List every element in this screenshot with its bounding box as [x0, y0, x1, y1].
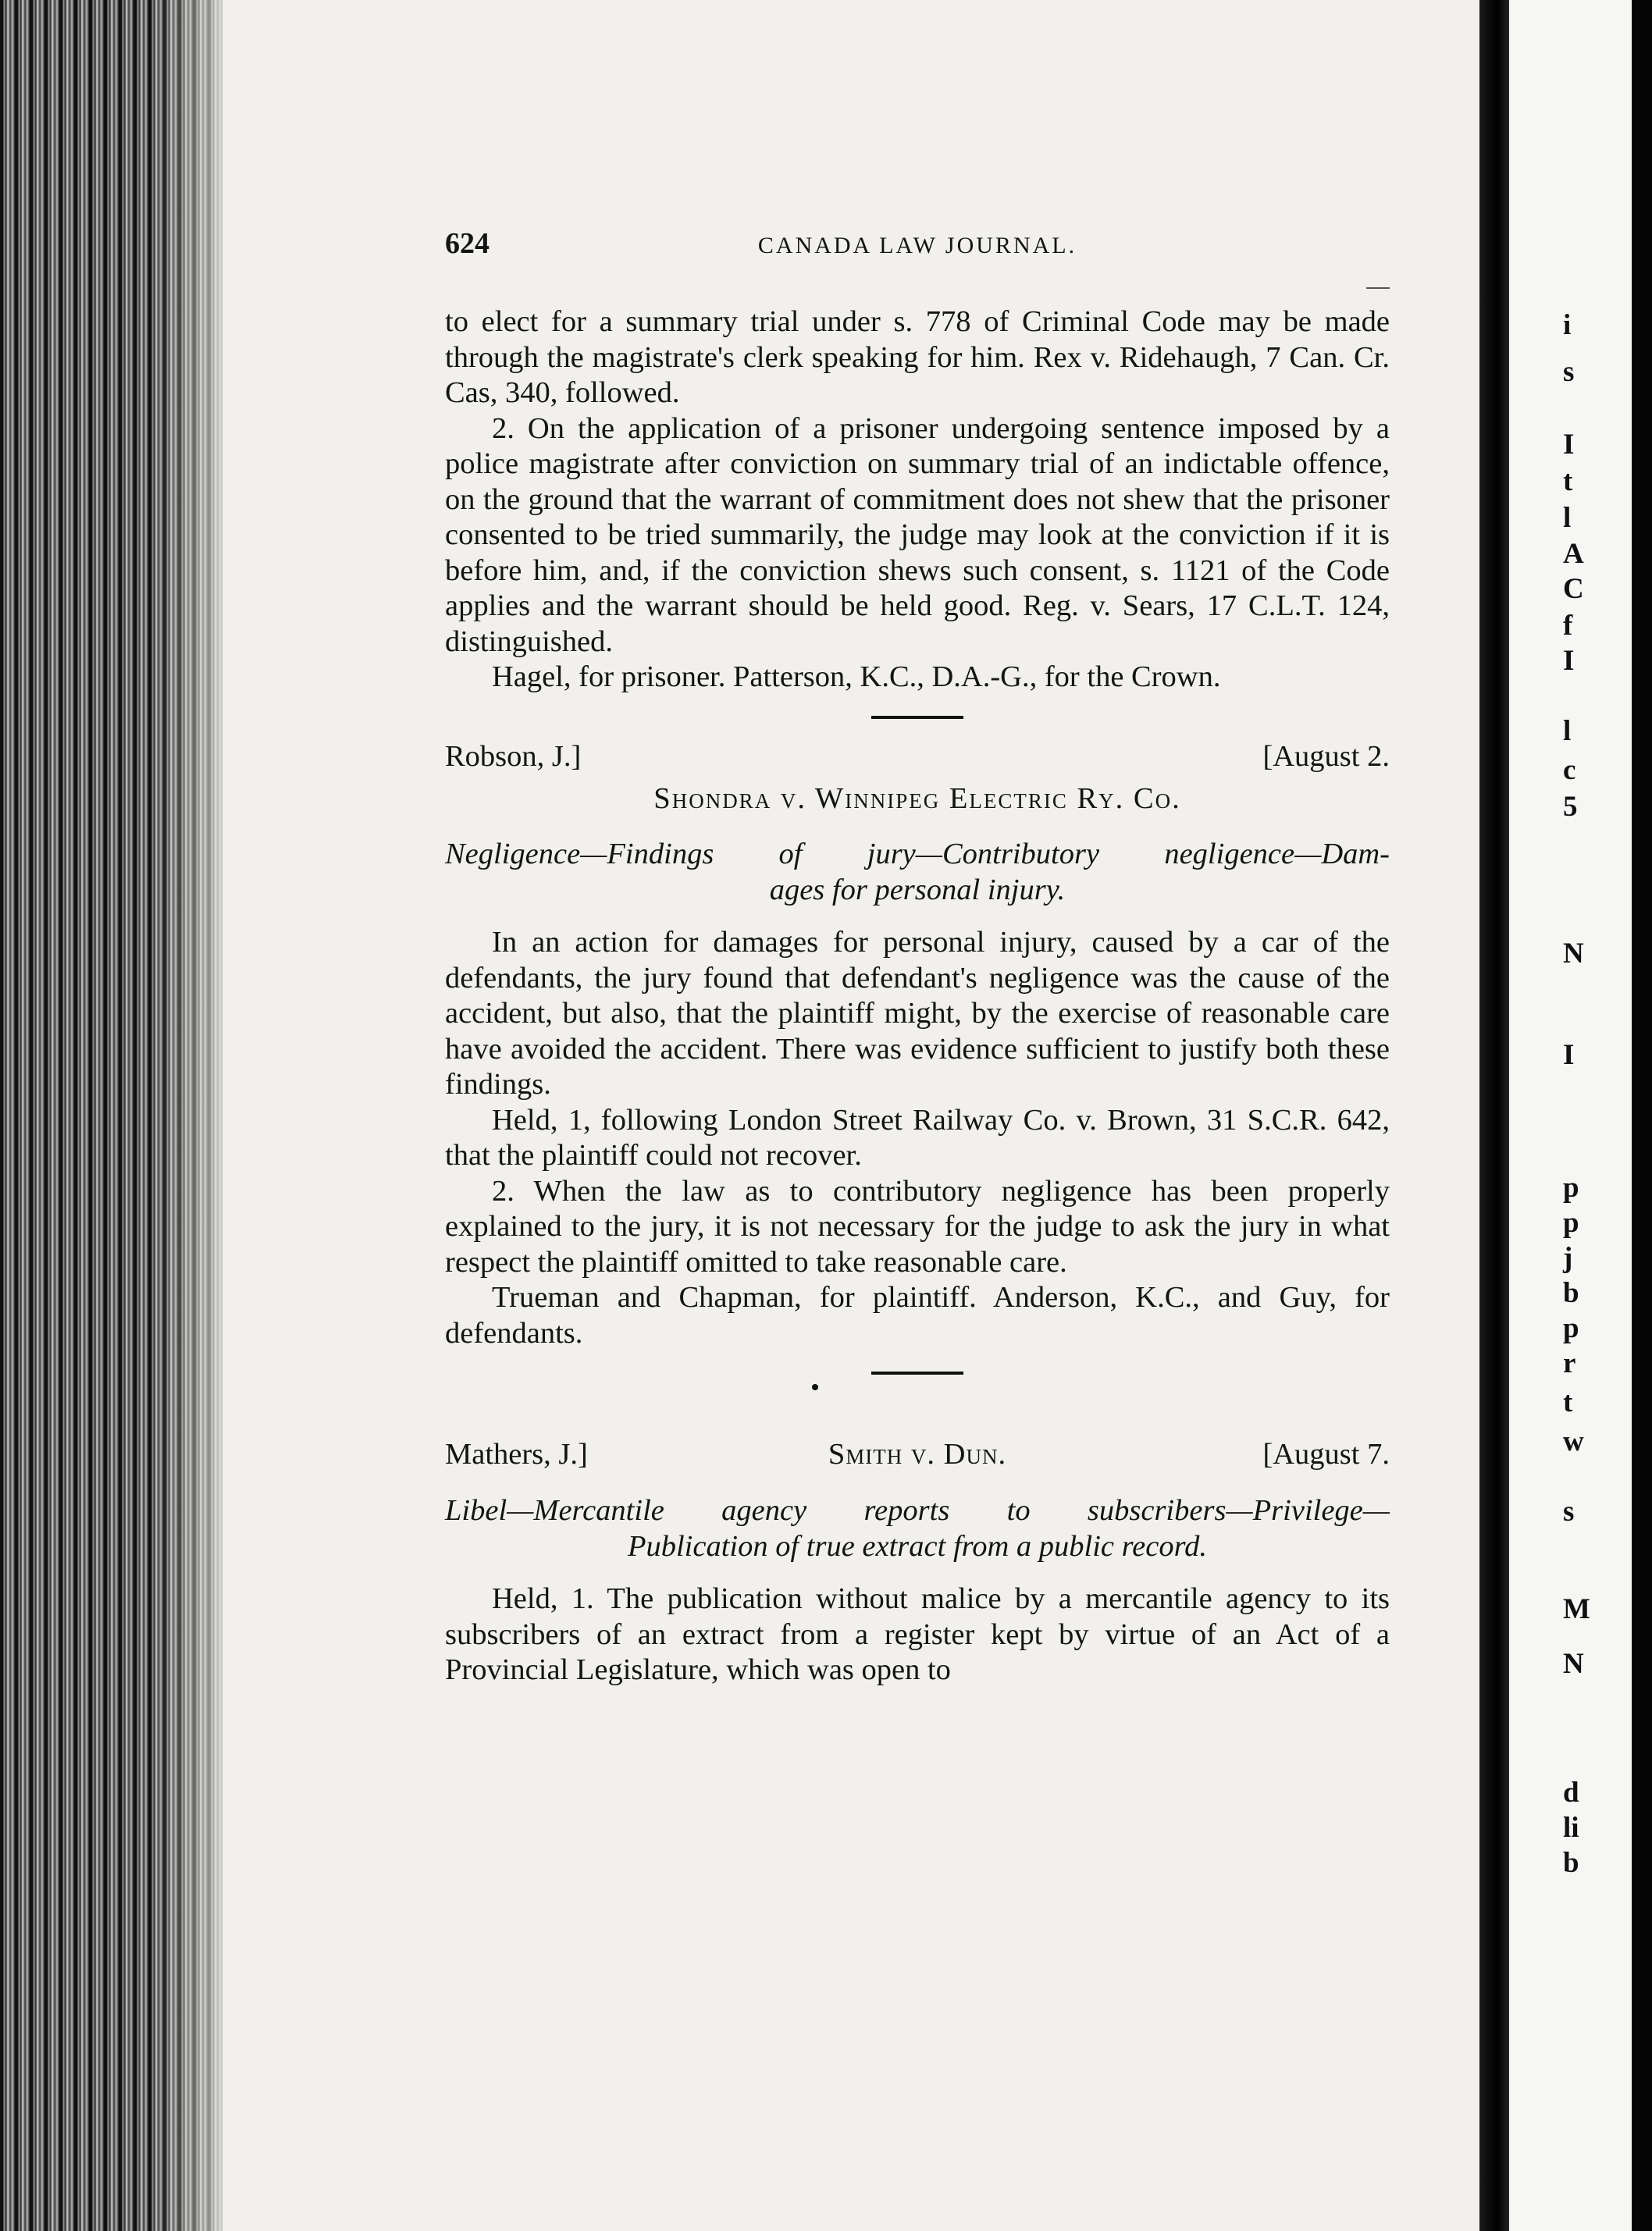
facing-letter: p [1563, 1312, 1579, 1344]
facing-letter: N [1563, 1648, 1584, 1680]
facing-letter: c [1563, 754, 1576, 786]
facing-letter: C [1563, 573, 1584, 605]
case2-date: [August 2. [1262, 739, 1390, 773]
case2-heading-row [445, 739, 1390, 775]
catchwords-line: Libel—Mercantile agency reports to subscribers—Privilege— [445, 1494, 1390, 1527]
case3-heading-row [445, 1437, 1390, 1473]
facing-letter: I [1563, 429, 1575, 461]
journal-page [445, 226, 1390, 1688]
case-separator [871, 1372, 963, 1375]
facing-letter: I [1563, 1039, 1575, 1071]
facing-letter: l [1563, 715, 1572, 747]
case2-paragraph: Held, 1, following London Street Railway Co. v. Brown, 31 S.C.R. 642, that the plaintiff could not recover. [445, 1103, 1390, 1172]
header-mark [1366, 287, 1390, 289]
catchwords-line: Publication of true extract from a public record. [627, 1529, 1208, 1563]
facing-letter: i [1563, 309, 1572, 341]
facing-letter: t [1563, 465, 1573, 497]
facing-letter: r [1563, 1347, 1576, 1379]
gutter-shading [156, 0, 242, 2231]
case-separator [871, 716, 963, 719]
case2-catchwords [445, 837, 1390, 908]
case3-date: [August 7. [1262, 1438, 1390, 1471]
page-body [445, 304, 1390, 1688]
facing-letter: N [1563, 938, 1584, 970]
facing-letter: p [1563, 1172, 1579, 1204]
catchwords-line: ages for personal injury. [769, 873, 1066, 906]
page-fold-shadow [1479, 0, 1509, 2231]
facing-letter: li [1563, 1812, 1579, 1844]
case2-title: Shondra v. Winnipeg Electric Ry. Co. [653, 781, 1181, 815]
facing-letter: M [1563, 1593, 1590, 1625]
facing-letter: l [1563, 502, 1572, 534]
facing-letter: s [1563, 356, 1575, 388]
case2-judge: Robson, J.] [445, 739, 582, 773]
facing-letter: w [1563, 1425, 1584, 1457]
facing-letter: j [1563, 1242, 1573, 1274]
case3-judge: Mathers, J.] [445, 1438, 588, 1471]
case1-paragraph: 2. On the application of a prisoner undergoing sentence imposed by a police magistrate after conviction on summary trial of an indictable offence, on the ground that the warrant of commitment does not shew that the prisoner consented to be tried summarily, the judge may look at the conviction if it is before him, and, if the conviction shews such consent, s. 1121 of the Code applies and the warrant should be held good. Reg. v. Sears, 17 C.L.T. 124, distinguished. [445, 411, 1390, 658]
facing-page-fragments [1554, 0, 1632, 2231]
case3-title: Smith v. Dun. [828, 1438, 1007, 1471]
facing-letter: p [1563, 1207, 1579, 1239]
case2-paragraph: In an action for damages for personal injury, caused by a car of the defendants, the jury found that defendant's negligence was the cause of the accident, but also, that the plaintiff might, by the exercise of reasonable care have avoided the accident. There was evidence sufficient to justify both these findings. [445, 926, 1390, 1101]
case2-paragraph: 2. When the law as to contributory negligence has been properly explained to the jury, it is not necessary for the judge to ask the jury in what respect the plaintiff omitted to take reasonable care. [445, 1174, 1390, 1279]
facing-letter: b [1563, 1277, 1579, 1309]
page-header [445, 226, 1390, 270]
case2-counsel: Trueman and Chapman, for plaintiff. Anderson, K.C., and Guy, for defendants. [445, 1281, 1390, 1350]
case1-paragraph: to elect for a summary trial under s. 778 of Criminal Code may be made through the magistrate's clerk speaking for him. Rex v. Ridehaugh, 7 Can. Cr. Cas, 340, followed. [445, 305, 1390, 409]
facing-letter: A [1563, 538, 1584, 570]
facing-letter: b [1563, 1847, 1579, 1879]
case3-paragraph: Held, 1. The publication without malice by a mercantile agency to its subscribers of an extract from a register kept by virtue of an Act of a Provincial Legislature, which was open to [445, 1582, 1390, 1686]
catchwords-line: Negligence—Findings of jury—Contributory negligence—Dam- [445, 838, 1390, 870]
facing-letter: d [1563, 1777, 1579, 1809]
ink-speck [812, 1384, 818, 1390]
scan-border [1632, 0, 1652, 2231]
facing-letter: t [1563, 1386, 1573, 1418]
facing-letter: 5 [1563, 791, 1578, 823]
facing-letter: I [1563, 645, 1575, 677]
case3-catchwords [445, 1493, 1390, 1564]
facing-letter: f [1563, 610, 1573, 642]
page-number: 624 [445, 227, 490, 260]
running-title: CANADA LAW JOURNAL. [757, 233, 1077, 258]
facing-letter: s [1563, 1496, 1575, 1528]
case1-counsel: Hagel, for prisoner. Patterson, K.C., D.A.-G., for the Crown. [492, 660, 1221, 693]
